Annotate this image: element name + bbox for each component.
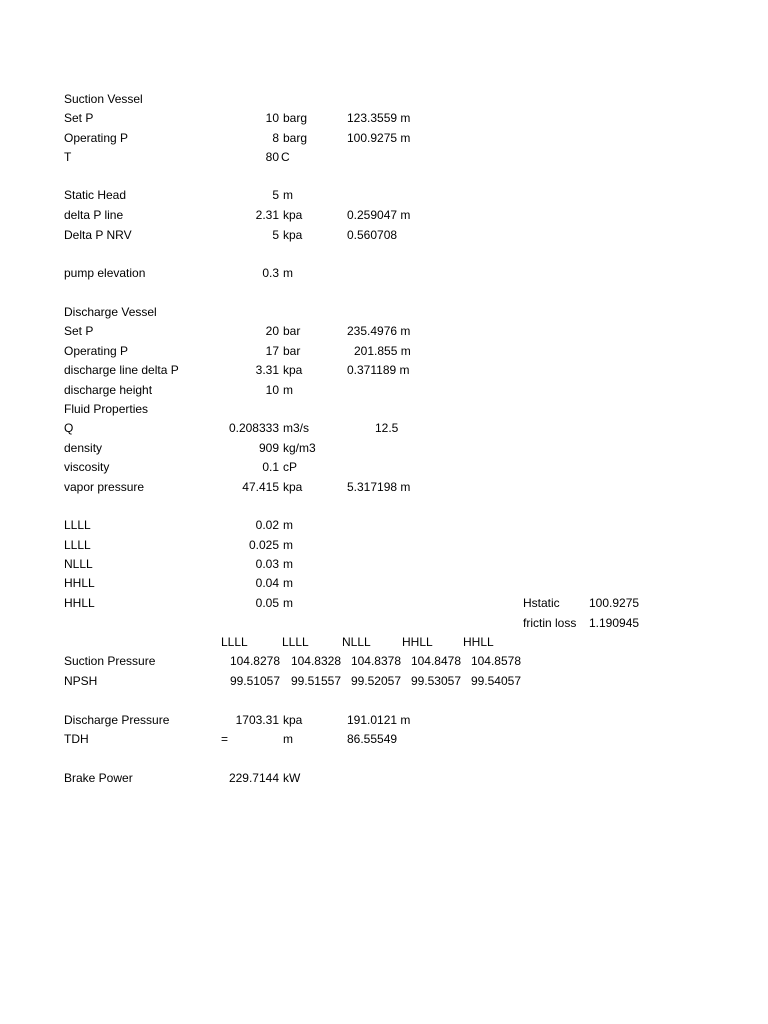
row-label: Operating P: [64, 344, 129, 358]
level-header: HHLL: [402, 635, 433, 649]
row-unit: m: [283, 596, 293, 610]
row-unit: kpa: [283, 228, 303, 242]
npsh-value: 99.54057: [470, 674, 521, 688]
level-header: HHLL: [463, 635, 494, 649]
row-value: 0.02: [255, 518, 279, 532]
row-unit: C: [281, 150, 290, 164]
row-unit: bar: [283, 344, 301, 358]
row-label: Set P: [64, 111, 94, 125]
row-label: viscosity: [64, 460, 110, 474]
npsh-value: 99.53057: [410, 674, 461, 688]
row-value: 0.1: [262, 460, 279, 474]
row-extra: 0.371189 m: [347, 363, 410, 377]
suction-pressure-value: 104.8278: [229, 654, 280, 668]
row-unit: kg/m3: [283, 441, 316, 455]
row-unit: m: [283, 266, 293, 280]
row-label: density: [64, 441, 103, 455]
row-value: 80: [265, 150, 279, 164]
row-extra: 0.259047 m: [347, 208, 411, 222]
discharge-pressure-value: 1703.31: [235, 713, 279, 727]
row-label: discharge line delta P: [64, 363, 179, 377]
brake-power-unit: kW: [283, 771, 301, 785]
row-unit: m3/s: [283, 421, 310, 435]
suction-pressure-value: 104.8328: [290, 654, 341, 668]
tdh-unit: m: [283, 732, 293, 746]
row-extra: 5.317198 m: [347, 480, 411, 494]
npsh-value: 99.52057: [350, 674, 401, 688]
row-label: HHLL: [64, 576, 95, 590]
row-unit: kpa: [283, 363, 303, 377]
discharge-pressure-extra: 191.0121 m: [347, 713, 411, 727]
row-extra: 123.3559 m: [347, 111, 411, 125]
row-value: 0.03: [255, 557, 279, 571]
row-label: HHLL: [64, 596, 95, 610]
row-label: vapor pressure: [64, 480, 145, 494]
row-value: 3.31: [255, 363, 279, 377]
discharge-pressure-label: Discharge Pressure: [64, 713, 170, 727]
row-value: 20: [265, 324, 279, 338]
row-value: 2.31: [255, 208, 279, 222]
row-label: Q: [64, 421, 74, 435]
friction-loss-value: 1.190945: [589, 616, 640, 630]
level-header: NLLL: [342, 635, 371, 649]
hstatic-value: 100.9275: [589, 596, 640, 610]
row-unit: barg: [283, 131, 308, 145]
row-label: Operating P: [64, 131, 129, 145]
row-extra: 235.4976 m: [347, 324, 411, 338]
row-value: 0.05: [255, 596, 279, 610]
row-value: 10: [265, 383, 279, 397]
row-value: 0.025: [248, 538, 279, 552]
level-header: LLLL: [221, 635, 248, 649]
section-title-discharge-vessel: Discharge Vessel: [64, 305, 157, 319]
row-extra: 12.5: [375, 421, 399, 435]
brake-power-label: Brake Power: [64, 771, 133, 785]
row-unit: m: [283, 383, 293, 397]
npsh-value: 99.51557: [290, 674, 341, 688]
row-extra: 100.9275 m: [347, 131, 411, 145]
row-value: 909: [258, 441, 279, 455]
row-unit: m: [283, 518, 293, 532]
row-unit: barg: [283, 111, 308, 125]
hstatic-label: Hstatic: [523, 596, 560, 610]
row-value: 17: [265, 344, 279, 358]
row-unit: m: [283, 538, 293, 552]
row-value: 47.415: [242, 480, 279, 494]
suction-pressure-value: 104.8378: [350, 654, 401, 668]
row-unit: bar: [283, 324, 301, 338]
level-header: LLLL: [282, 635, 309, 649]
section-title-suction-vessel: Suction Vessel: [64, 92, 143, 106]
row-value: 5: [272, 188, 279, 202]
row-label: NLLL: [64, 557, 93, 571]
row-extra: 201.855 m: [354, 344, 411, 358]
npsh-value: 99.51057: [229, 674, 280, 688]
row-unit: m: [283, 557, 293, 571]
suction-pressure-value: 104.8578: [470, 654, 521, 668]
row-value: 5: [272, 228, 279, 242]
row-label: Set P: [64, 324, 94, 338]
npsh-label: NPSH: [64, 674, 98, 688]
row-label: Static Head: [64, 188, 127, 202]
row-label: delta P line: [64, 208, 124, 222]
row-unit: kpa: [283, 208, 303, 222]
row-unit: cP: [283, 460, 298, 474]
row-label: LLLL: [64, 518, 91, 532]
row-value: 0.04: [255, 576, 279, 590]
row-label: T: [64, 150, 72, 164]
brake-power-value: 229.7144: [228, 771, 279, 785]
suction-pressure-label: Suction Pressure: [64, 654, 156, 668]
row-unit: m: [283, 188, 293, 202]
row-extra: 0.560708: [347, 228, 398, 242]
row-value: 10: [265, 111, 279, 125]
suction-pressure-value: 104.8478: [410, 654, 461, 668]
row-value: 0.3: [262, 266, 279, 280]
tdh-equals: =: [221, 732, 229, 746]
row-value: 0.208333: [228, 421, 279, 435]
section-title-fluid-properties: Fluid Properties: [64, 402, 149, 416]
row-label: discharge height: [64, 383, 153, 397]
row-label: pump elevation: [64, 266, 146, 280]
row-label: Delta P NRV: [64, 228, 132, 242]
row-unit: m: [283, 576, 293, 590]
tdh-value: 86.55549: [347, 732, 398, 746]
friction-loss-label: frictin loss: [523, 616, 577, 630]
row-unit: kpa: [283, 480, 303, 494]
row-label: LLLL: [64, 538, 91, 552]
discharge-pressure-unit: kpa: [283, 713, 303, 727]
tdh-label: TDH: [64, 732, 89, 746]
row-value: 8: [272, 131, 279, 145]
